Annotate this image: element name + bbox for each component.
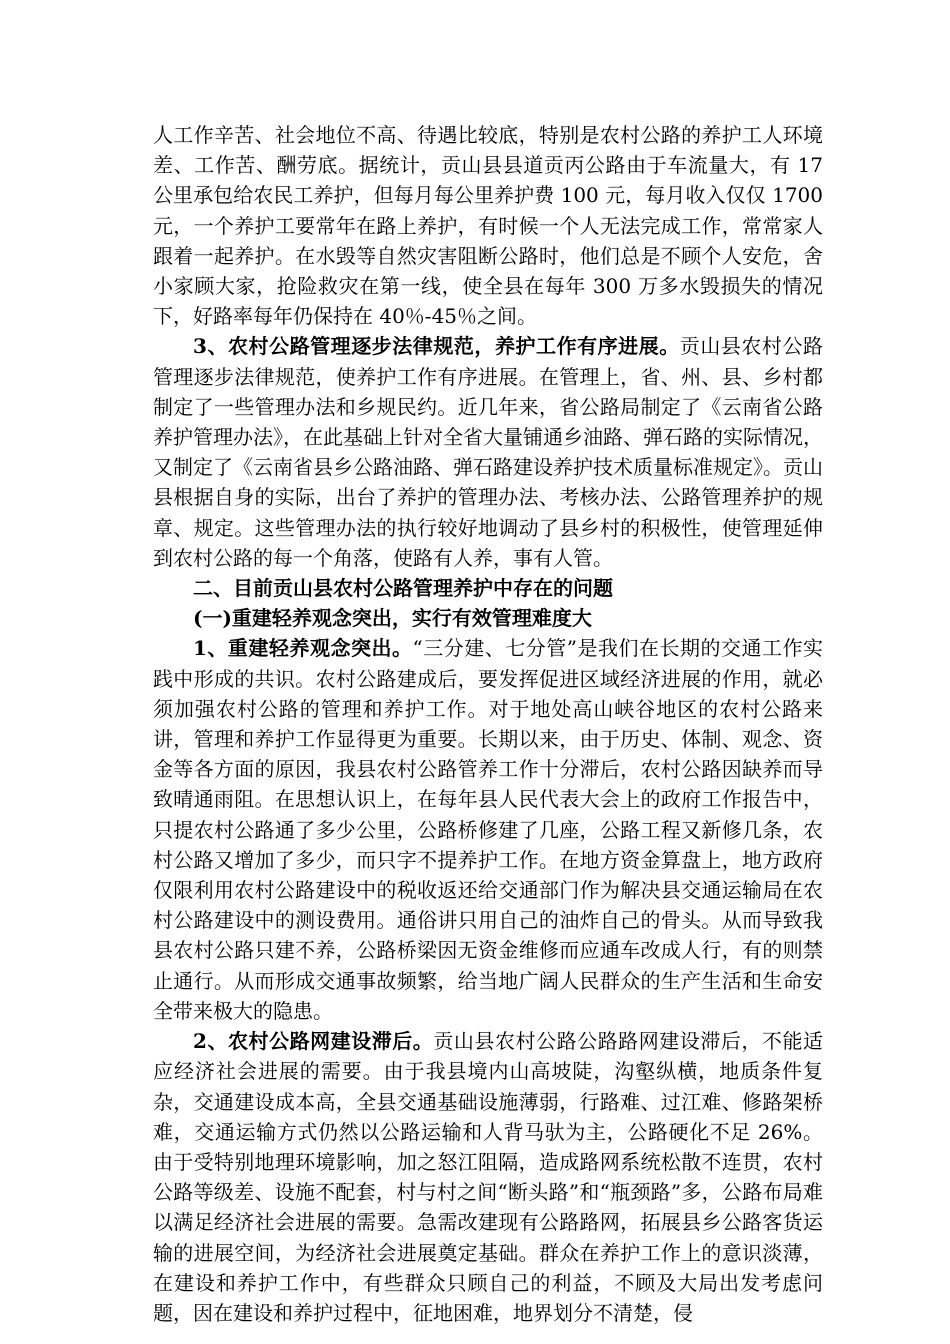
paragraph-lead: 3、农村公路管理逐步法律规范，养护工作有序进展。 bbox=[193, 334, 680, 359]
paragraph-lead: 1、重建轻养观念突出。 bbox=[193, 636, 413, 661]
document-page bbox=[153, 120, 823, 1328]
paragraph-body: 贡山县农村公路管理逐步法律规范，使养护工作有序进展。在管理上，省、州、县、乡村都制定了一些管理办法和乡规民约。近几年来，省公路局制定了《云南省公路养护管理办法》，在此基础上针对全省大量铺通乡油路、弹石路的实际情况，又制定了《云南省县乡公路油路、弹石路建设养护技术质量标准规定》。贡山县根据自身的实际，出台了养护的管理办法、考核办法、公路管理养护的规章、规定。这些管理办法的执行较好地调动了县乡村的积极性，使管理延伸到农村公路的每一个角落，使路有人养，事有人管。 bbox=[153, 334, 823, 570]
paragraph-road-network-lag bbox=[153, 1026, 823, 1328]
paragraph-workers-conditions: 人工作辛苦、社会地位不高、待遇比较底，特别是农村公路的养护工人环境差、工作苦、酬劳底。据统计，贡山县县道贡丙公路由于车流量大，有 17 公里承包给农民工养护，但每月每公里养护费 100 元，每月收入仅仅 1700 元，一个养护工要常年在路上养护，有时候一个人无法完成工作，常常家人跟着一起养护。在水毁等自然灾害阻断公路时，他们总是不顾个人安危，舍小家顾大家，抢险救灾在第一线，使全县在每年 300 万多水毁损失的情况下，好路率每年仍保持在 40％-45％之间。 bbox=[153, 123, 823, 329]
subsection-heading: (一)重建轻养观念突出，实行有效管理难度大 bbox=[193, 606, 592, 631]
paragraph-body: “三分建、七分管”是我们在长期的交通工作实践中形成的共识。农村公路建成后，要发挥促进区域经济进展的作用，就必须加强农村公路的管理和养护工作。对于地处高山峡谷地区的农村公路来讲，管理和养护工作显得更为重要。长期以来，由于历史、体制、观念、资金等各方面的原因，我县农村公路管养工作十分滞后，农村公路因缺养而导致晴通雨阻。在思想认识上，在每年县人民代表大会上的政府工作报告中，只提农村公路通了多少公里，公路桥修建了几座，公路工程又新修几条，农村公路又增加了多少，而只字不提养护工作。在地方资金算盘上，地方政府仅限利用农村公路建设中的税收返还给交通部门作为解决县交通运输局在农村公路建设中的测设费用。通俗讲只用自己的油炸自己的骨头。从而导致我县农村公路只建不养，公路桥梁因无资金维修而应通车改成人行，有的则禁止通行。从而形成交通事故频繁，给当地广阔人民群众的生产生活和生命安全带来极大的隐患。 bbox=[153, 636, 823, 1023]
paragraph-construction-over-maintenance bbox=[153, 633, 823, 1026]
paragraph-body: 贡山县农村公路公路路网建设滞后，不能适应经济社会进展的需要。由于我县境内山高坡陡，沟壑纵横，地质条件复杂，交通建设成本高，全县交通基础设施薄弱，行路难、过江难、修路架桥难，交通运输方式仍然以公路运输和人背马驮为主，公路硬化不足 26%。由于受特别地理环境影响，加之怒江阻隔，造成路网系统松散不连贯，农村公路等级差、设施不配套，村与村之间“断头路”和“瓶颈路”多，公路布局难以满足经济社会进展的需要。急需改建现有公路路网，拓展县乡公路客货运输的进展空间，为经济社会进展奠定基础。群众在养护工作上的意识淡薄，在建设和养护工作中，有些群众只顾自己的利益，不顾及大局出发考虑问题，因在建设和养护过程中，征地困难，地界划分不清楚，侵 bbox=[153, 1029, 824, 1325]
paragraph-lead: 2、农村公路网建设滞后。 bbox=[193, 1029, 434, 1054]
paragraph-legal-management bbox=[153, 331, 823, 573]
section-heading: 二、目前贡山县农村公路管理养护中存在的问题 bbox=[193, 576, 613, 601]
